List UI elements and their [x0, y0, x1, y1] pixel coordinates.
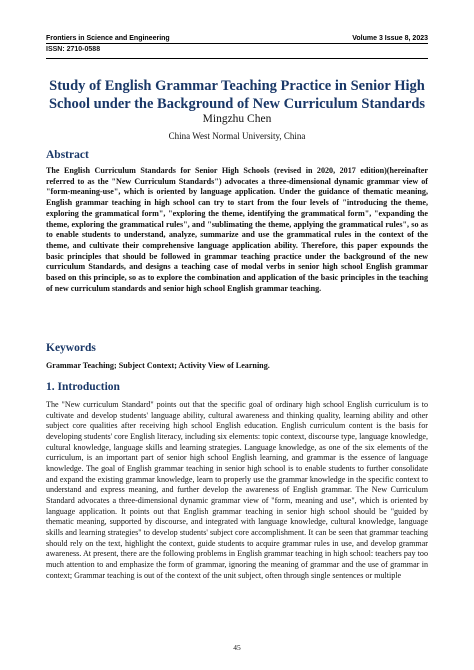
page-number: 45: [233, 643, 241, 652]
author-affiliation: China West Normal University, China: [168, 131, 306, 141]
header-rule: [46, 43, 428, 44]
introduction-heading: 1. Introduction: [46, 381, 120, 393]
introduction-text: The "New curriculum Standard" points out that the specific goal of ordinary high school English curriculum is to cultivate and develop students' language ability, cultural awareness and thinking quality, learning ability and other subject core qualities after receiving high school English education. English curriculum content is the basis for developing students' core English literacy, including six elements: topic context, discourse type, language knowledge, cultural knowledge, language skills and learning strategies. Language knowledge, as one of the six elements of the curriculum, is an important part of senior high school English learning, and grammar is the essence of language knowledge. The goal of English grammar teaching in senior high school is to enable students to further consolidate and expand the existing grammar knowledge, learn to properly use the grammar knowledge in the specific context to understand and express meaning, and further develop the awareness of English grammar. The New Curriculum Standard advocates a three-dimensional dynamic grammar view of "form, meaning and use", which is oriented by language application. It points out that English grammar teaching in senior high school should be "guided by thematic meaning, supported by discourse, and integrated with language knowledge, cultural knowledge, language skills and learning strategies" to develop students' subject core accomplishment. It can be seen that grammar teaching should rely on the text, highlight the context, guide students to acquire grammar rules in use, and develop grammar awareness. At present, there are the following problems in English grammar teaching in high school: teachers pay too much attention to and emphasize the form of grammar, ignoring the meaning of grammar and the use of grammar in context; Grammar teaching is out of the context of the unit subject, often through single sentences or multiple: [46, 400, 428, 580]
keywords-text: Grammar Teaching; Subject Context; Activity View of Learning.: [46, 361, 270, 370]
abstract-text: The English Curriculum Standards for Senior High Schools (revised in 2020, 2017 edition)(hereinafter referred to as the "New Curriculum Standards") advocates a three-dimensional dynamic grammar view of "form-meaning-use", which is oriented by language application. Under the guidance of thematic meaning, English grammar teaching in high school can try to start from the four levels of "introducing the theme, exploring the grammatical form", "exploring the theme, identifying the grammatical form", "expanding the theme, exploring the grammatical rules", and "sublimating the theme, applying the grammatical rules", so as to enable students to understand, analyze, summarize and use the grammatical rules in the context of the theme, and cultivate their comprehensive language application ability. Therefore, this paper expounds the basic principles that should be followed in grammar teaching practice under the background of the new curriculum Standards, and designs a teaching case of modal verbs in senior high school English grammar based on this principle, so as to explore the combination and application of the basic principles in the teaching of new curriculum standards and senior high school English grammar teaching.: [46, 166, 428, 293]
running-header: [46, 30, 428, 42]
volume-issue: Volume 3 Issue 8, 2023: [352, 35, 428, 42]
paper-title: Study of English Grammar Teaching Practice in Senior High School under the Background of New Curriculum Standards: [48, 78, 426, 112]
abstract-heading: Abstract: [46, 149, 89, 161]
keywords-heading: Keywords: [46, 342, 96, 354]
header-rule-lower: [46, 58, 428, 59]
author-name: Mingzhu Chen: [202, 113, 272, 125]
issn: ISSN: 2710-0588: [46, 46, 101, 53]
journal-name: Frontiers in Science and Engineering: [46, 35, 170, 42]
